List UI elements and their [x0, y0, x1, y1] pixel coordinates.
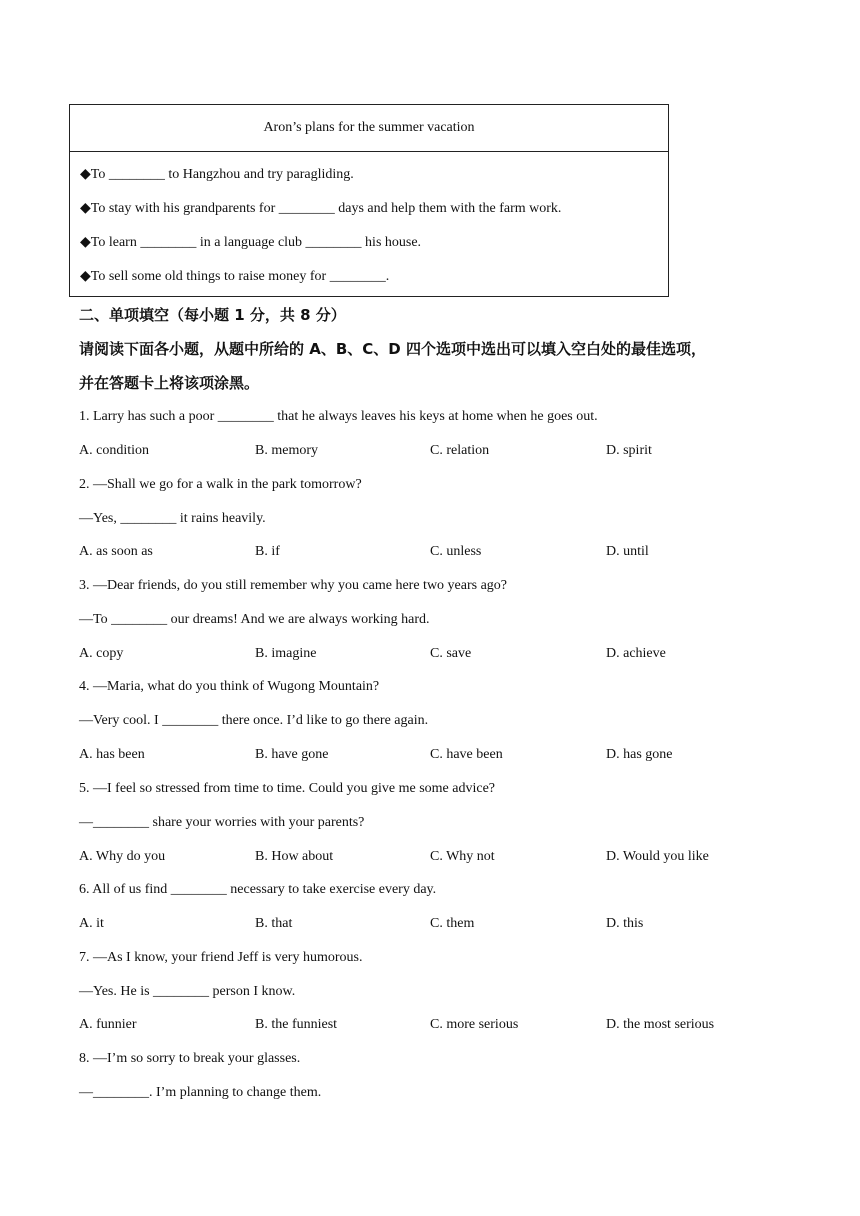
option-a: A. copy: [79, 646, 124, 661]
question-stem: 4. —Maria, what do you think of Wugong Mountain?: [79, 679, 380, 694]
option-a: A. as soon as: [79, 544, 153, 559]
options-row: [79, 848, 799, 866]
options-row: [79, 1016, 799, 1034]
options-row: [79, 746, 799, 764]
option-b: B. imagine: [255, 646, 317, 661]
plan-item: ◆To learn ________ in a language club ________ his house.: [80, 235, 422, 250]
question-stem: 8. —I’m so sorry to break your glasses.: [79, 1051, 301, 1066]
option-d: D. the most serious: [606, 1017, 715, 1032]
question-stem: —Yes, ________ it rains heavily.: [79, 511, 266, 526]
option-a: A. Why do you: [79, 849, 166, 864]
option-b: B. the funniest: [255, 1017, 338, 1032]
question-stem: —________ share your worries with your parents?: [79, 815, 365, 830]
question-stem: —Very cool. I ________ there once. I’d like to go there again.: [79, 713, 429, 728]
option-a: A. it: [79, 916, 104, 931]
option-a: A. condition: [79, 443, 149, 458]
option-c: C. unless: [430, 544, 482, 559]
plan-item: ◆To ________ to Hangzhou and try paragliding.: [80, 167, 354, 182]
option-d: D. until: [606, 544, 649, 559]
option-d: D. achieve: [606, 646, 666, 661]
option-a: A. funnier: [79, 1017, 137, 1032]
question-stem: 2. —Shall we go for a walk in the park tomorrow?: [79, 477, 362, 492]
option-b: B. that: [255, 916, 293, 931]
plan-item: ◆To sell some old things to raise money for ________.: [80, 269, 390, 284]
section-heading: 二、单项填空（每小题 1 分，共 8 分）: [79, 306, 346, 324]
plans-box-title: Aron’s plans for the summer vacation: [70, 105, 668, 152]
option-c: C. them: [430, 916, 475, 931]
question-stem: 6. All of us find ________ necessary to take exercise every day.: [79, 882, 437, 897]
option-c: C. relation: [430, 443, 490, 458]
options-row: [79, 543, 799, 561]
option-c: C. Why not: [430, 849, 495, 864]
question-stem: —Yes. He is ________ person I know.: [79, 984, 296, 999]
option-b: B. memory: [255, 443, 318, 458]
question-stem: —________. I’m planning to change them.: [79, 1085, 322, 1100]
section-instruction: 请阅读下面各小题，从题中所给的 A、B、C、D 四个选项中选出可以填入空白处的最佳选项，: [79, 340, 706, 358]
option-b: B. have gone: [255, 747, 329, 762]
question-stem: 3. —Dear friends, do you still remember why you came here two years ago?: [79, 578, 508, 593]
option-c: C. have been: [430, 747, 503, 762]
options-row: [79, 645, 799, 663]
option-c: C. more serious: [430, 1017, 519, 1032]
section-instruction: 并在答题卡上将该项涂黑。: [79, 374, 260, 392]
option-d: D. spirit: [606, 443, 652, 458]
options-row: [79, 442, 799, 460]
question-stem: 5. —I feel so stressed from time to time. Could you give me some advice?: [79, 781, 496, 796]
plans-box: [69, 104, 669, 297]
options-row: [79, 915, 799, 933]
option-d: D. Would you like: [606, 849, 709, 864]
option-b: B. How about: [255, 849, 334, 864]
question-stem: 7. —As I know, your friend Jeff is very humorous.: [79, 950, 363, 965]
question-stem: 1. Larry has such a poor ________ that he always leaves his keys at home when he goes out.: [79, 409, 598, 424]
plan-item: ◆To stay with his grandparents for ________ days and help them with the farm work.: [80, 201, 562, 216]
option-a: A. has been: [79, 747, 145, 762]
option-c: C. save: [430, 646, 472, 661]
option-d: D. this: [606, 916, 644, 931]
question-stem: —To ________ our dreams! And we are always working hard.: [79, 612, 430, 627]
option-b: B. if: [255, 544, 280, 559]
option-d: D. has gone: [606, 747, 673, 762]
